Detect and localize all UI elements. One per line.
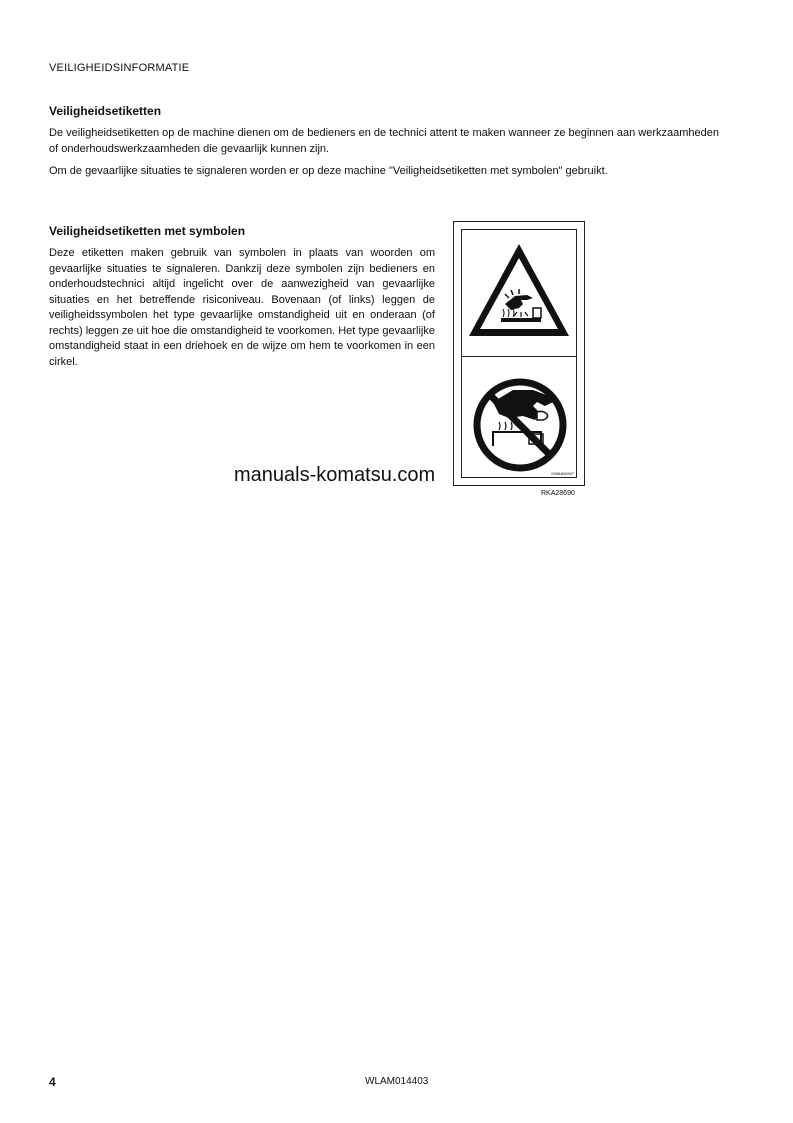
- watermark-text: manuals-komatsu.com: [234, 464, 436, 486]
- page-number: 4: [49, 1075, 56, 1089]
- section-heading-safety-labels: Veiligheidsetiketten: [49, 104, 162, 118]
- label-small-code: 09654B0947: [551, 471, 574, 476]
- document-code: WLAM014403: [365, 1076, 429, 1087]
- prohibition-circle-no-touch-icon: [471, 376, 569, 474]
- safety-label-figure: [453, 221, 585, 486]
- warning-triangle-burn-hand-icon: [465, 238, 573, 346]
- figure-code: RKA28690: [541, 490, 575, 497]
- label-divider: [462, 356, 576, 357]
- safety-label-sticker: [461, 229, 577, 478]
- section-heading-symbol-labels: Veiligheidsetiketten met symbolen: [49, 224, 246, 238]
- paragraph-symbol-explanation: Deze etiketten maken gebruik van symbolen in plaats van woorden om gevaarlijke situaties te signaleren. Dankzij deze symbolen zijn bedieners en onderhoudstechnici altijd ingelicht over de aanwezigheid van gevaarlijke situaties en het betreffende risiconiveau. Bovenaan (of links) leggen de veiligheidssymbolen het type gevaarlijke omstandigheid uit en onderaan (of rechts) leggen ze uit hoe die omstandigheid te voorkomen. Het type gevaarlijke omstandigheid staat in een driehoek en de wijze om hem te voorkomen in een cirkel.: [49, 247, 435, 368]
- page-header-title: VEILIGHEIDSINFORMATIE: [49, 62, 190, 74]
- paragraph-symbols-usage: Om de gevaarlijke situaties te signaleren worden er op deze machine "Veiligheidsetiketten met symbolen" gebruikt.: [49, 165, 608, 177]
- paragraph-intro: De veiligheidsetiketten op de machine dienen om de bedieners en de technici attent te maken wanneer ze beginnen aan werkzaamheden of onderhoudswerkzaamheden die gevaarlijk kunnen zijn.: [49, 127, 719, 155]
